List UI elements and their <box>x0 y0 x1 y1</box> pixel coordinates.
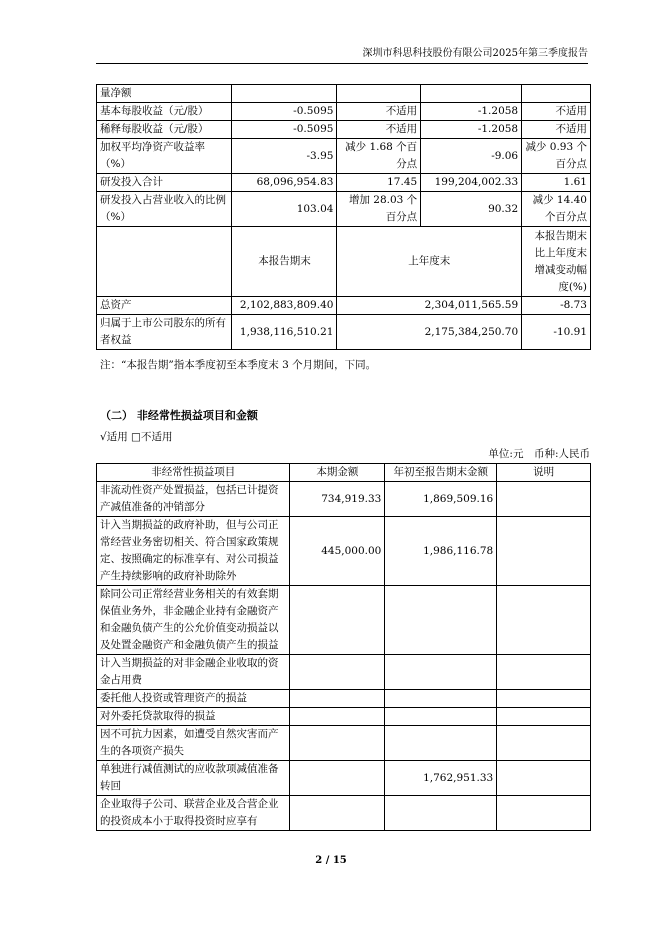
table-row: 研发投入占营业收入的比例（%） 103.04 增加 28.03 个百分点 90.32 减少 14.40 个百分点 <box>97 192 591 227</box>
table-row: 企业取得子公司、联营企业及合营企业的投资成本小于取得投资时应享有 <box>97 796 591 831</box>
table-note: 注：“本报告期”指本季度初至本季度末 3 个月期间，下同。 <box>100 359 377 371</box>
table-row: 计入当期损益的政府补助，但与公司正常经营业务密切相关、符合国家政策规定、按照确定的标准享有、对公司损益产生持续影响的政府补助除外 445,000.00 1,986,116.78 <box>97 517 591 586</box>
table-row: 基本每股收益（元/股） -0.5095 不适用 -1.2058 不适用 <box>97 103 591 121</box>
applicability-checkbox: √适用 □不适用 <box>100 431 173 443</box>
table-row: 稀释每股收益（元/股） -0.5095 不适用 -1.2058 不适用 <box>97 121 591 139</box>
table-row: 加权平均净资产收益率（%） -3.95 减少 1.68 个百分点 -9.06 减少 0.93 个百分点 <box>97 139 591 174</box>
table-row: 单独进行减值测试的应收款项减值准备转回 1,762,951.33 <box>97 761 591 796</box>
table-header-row: 非经常性损益项目 本期金额 年初至报告期末金额 说明 <box>97 464 591 482</box>
table-row: 归属于上市公司股东的所有者权益 1,938,116,510.21 2,175,384,250.70 -10.91 <box>97 315 591 350</box>
table-row: 总资产 2,102,883,809.40 2,304,011,565.59 -8.73 <box>97 297 591 315</box>
table-row: 因不可抗力因素，如遭受自然灾害而产生的各项资产损失 <box>97 726 591 761</box>
table-row: 计入当期损益的对非金融企业收取的资金占用费 <box>97 655 591 690</box>
financial-indicators-table <box>96 84 591 350</box>
unit-label: 单位:元 币种:人民币 <box>488 448 590 460</box>
page-number: 2 / 15 <box>315 855 347 866</box>
page-header: 深圳市科思科技股份有限公司2025年第三季度报告 <box>96 44 588 64</box>
table-row: 量净额 <box>97 85 591 103</box>
table-row: 对外委托贷款取得的损益 <box>97 708 591 726</box>
table-subheader: 本报告期末 上年度末 本报告期末比上年度末增减变动幅度(%) <box>97 227 591 297</box>
section-title: （二） 非经常性损益项目和金额 <box>100 409 258 422</box>
table-row: 委托他人投资或管理资产的损益 <box>97 690 591 708</box>
table-row: 研发投入合计 68,096,954.83 17.45 199,204,002.33 1.61 <box>97 174 591 192</box>
non-recurring-items-table <box>96 463 591 831</box>
table-row: 非流动性资产处置损益，包括已计提资产减值准备的冲销部分 734,919.33 1,869,509.16 <box>97 482 591 517</box>
table-row: 除同公司正常经营业务相关的有效套期保值业务外，非金融企业持有金融资产和金融负债产生的公允价值变动损益以及处置金融资产和金融负债产生的损益 <box>97 586 591 655</box>
